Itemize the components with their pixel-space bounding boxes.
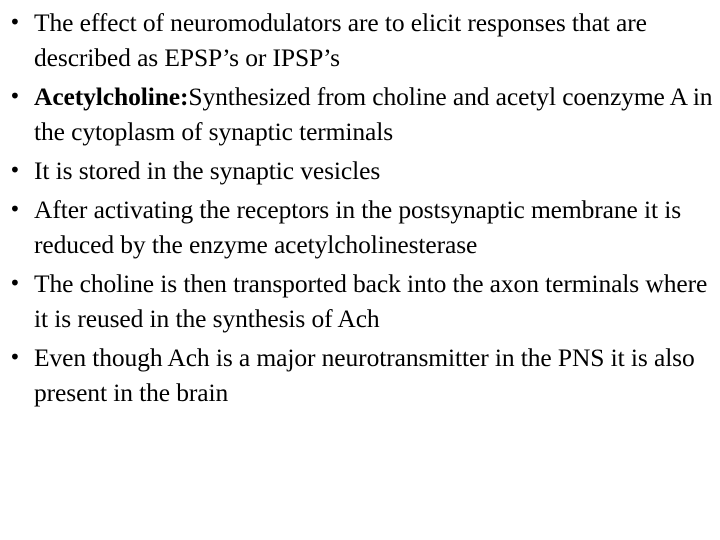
bullet-dot-icon: •: [9, 197, 21, 221]
bullet-text: Even though Ach is a major neurotransmitter in the PNS it is also present in the brain: [34, 343, 695, 407]
bullet-item-reduction: [0, 192, 720, 262]
bullet-text: It is stored in the synaptic vesicles: [34, 156, 381, 185]
bullet-dot-icon: •: [9, 271, 21, 295]
bullet-item-storage: [0, 153, 720, 188]
bullet-dot-icon: •: [9, 345, 21, 369]
bullet-text: After activating the receptors in the postsynaptic membrane it is reduced by the enzyme acetylcholinesterase: [34, 195, 682, 259]
bullet-term: Acetylcholine:: [34, 82, 189, 111]
bullet-item-neuromodulators: [0, 5, 720, 75]
bullet-dot-icon: •: [9, 158, 21, 182]
bullet-text: The choline is then transported back into the axon terminals where it is reused in the synthesis of Ach: [34, 269, 708, 333]
bullet-list: [0, 5, 720, 414]
bullet-text: The effect of neuromodulators are to elicit responses that are described as EPSP’s or IPSP’s: [34, 8, 647, 72]
bullet-item-choline-reuse: [0, 266, 720, 336]
bullet-item-brain: [0, 340, 720, 410]
bullet-item-acetylcholine: [0, 79, 720, 149]
bullet-dot-icon: •: [9, 10, 21, 34]
bullet-text: Synthesized from choline and acetyl coenzyme A in the cytoplasm of synaptic terminals: [34, 82, 713, 146]
bullet-dot-icon: •: [9, 84, 21, 108]
